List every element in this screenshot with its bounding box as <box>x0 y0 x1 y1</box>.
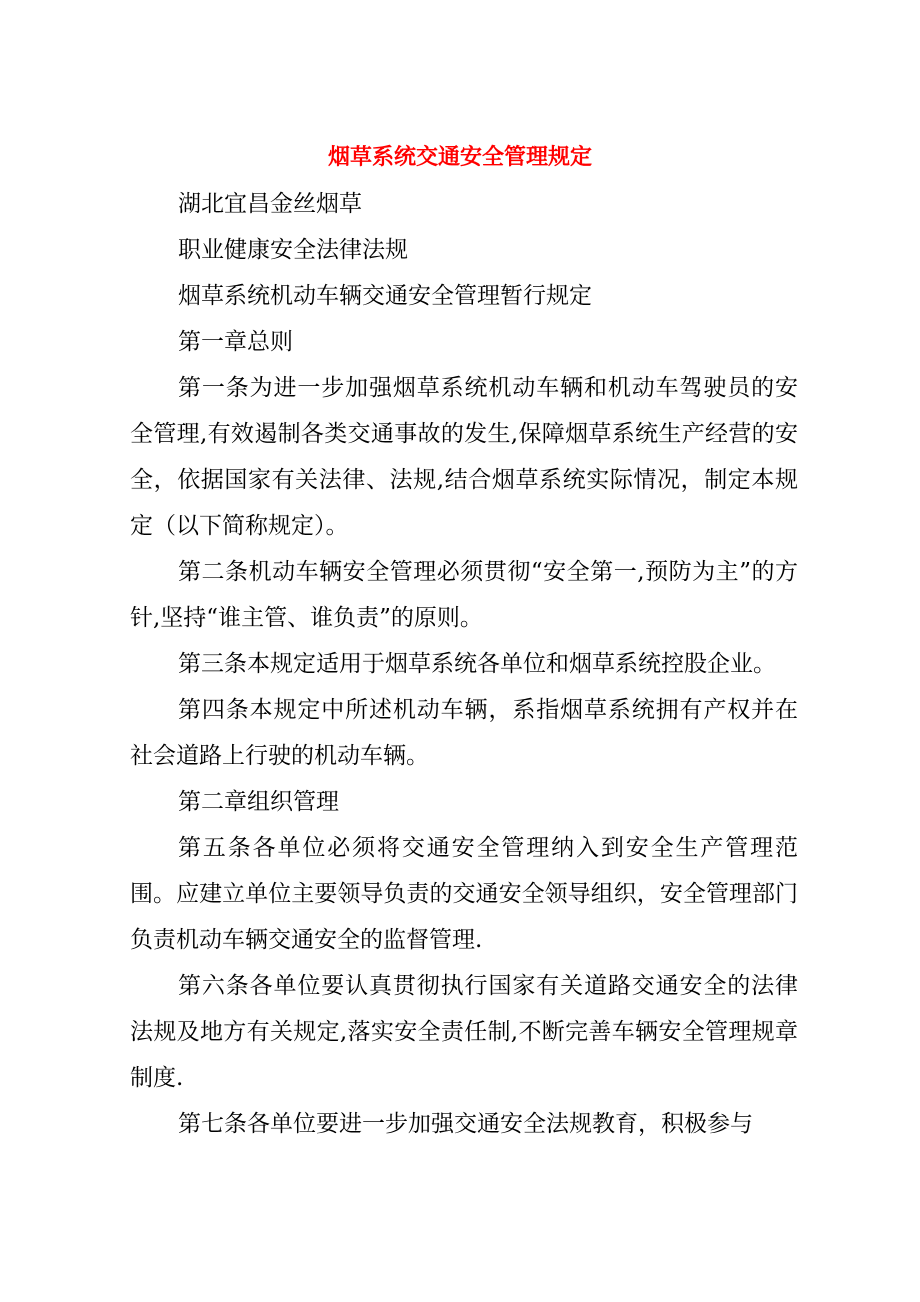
article-1: 第一条为进一步加强烟草系统机动车辆和机动车驾驶员的安全管理,有效遏制各类交通事故的发生,保障烟草系统生产经营的安全，依据国家有关法律、法规,结合烟草系统实际情况，制定本规定（以下简称规定）。 <box>130 375 798 539</box>
chapter-heading: 第一章总则 <box>178 329 293 355</box>
paragraph-category: 职业健康安全法律法规 <box>178 237 408 263</box>
document-body <box>130 181 798 1147</box>
paragraph-regulation-name: 烟草系统机动车辆交通安全管理暂行规定 <box>178 283 592 309</box>
article-4: 第四条本规定中所述机动车辆，系指烟草系统拥有产权并在社会道路上行驶的机动车辆。 <box>130 697 798 769</box>
article-7: 第七条各单位要进一步加强交通安全法规教育，积极参与 <box>178 1111 753 1137</box>
paragraph-source: 湖北宜昌金丝烟草 <box>178 191 362 217</box>
chapter-heading: 第二章组织管理 <box>178 789 339 815</box>
article-6: 第六条各单位要认真贯彻执行国家有关道路交通安全的法律法规及地方有关规定,落实安全责任制,不断完善车辆安全管理规章制度. <box>130 973 798 1091</box>
article-5: 第五条各单位必须将交通安全管理纳入到安全生产管理范围。应建立单位主要领导负责的交通安全领导组织，安全管理部门负责机动车辆交通安全的监督管理. <box>130 835 798 953</box>
document-title: 烟草系统交通安全管理规定 <box>327 145 592 170</box>
article-3: 第三条本规定适用于烟草系统各单位和烟草系统控股企业。 <box>178 651 776 677</box>
article-2: 第二条机动车辆安全管理必须贯彻“安全第一,预防为主”的方针,坚持“谁主管、谁负责”的原则。 <box>130 559 798 631</box>
